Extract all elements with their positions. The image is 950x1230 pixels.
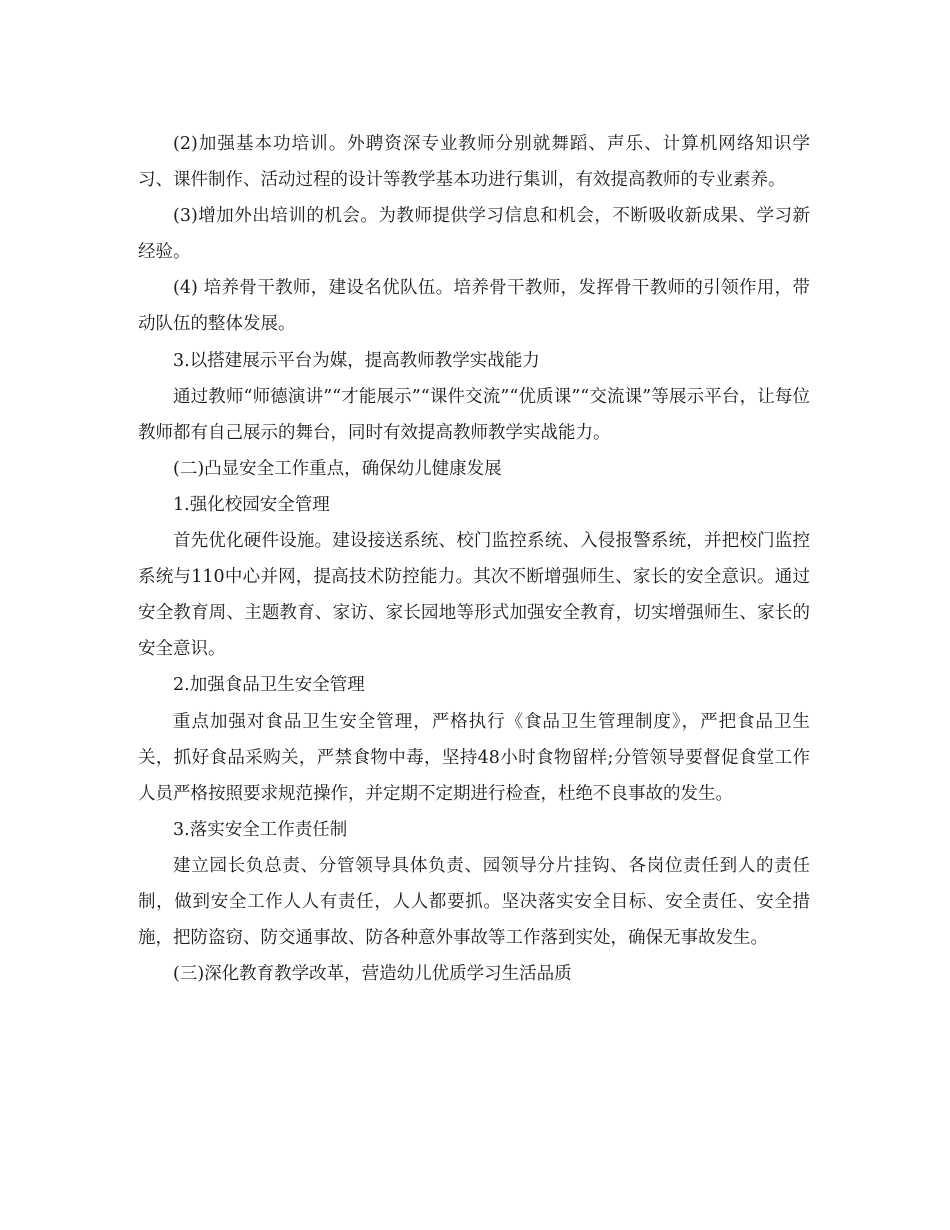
paragraph-responsibility-system: 建立园长负总责、分管领导具体负责、园领导分片挂钩、各岗位责任到人的责任制，做到安全工作人人有责任，人人都要抓。坚决落实安全目标、安全责任、安全措施，把防盗窃、防交通事故、防各种意外事故等工作落到实处，确保无事故发生。 — [138, 855, 810, 949]
heading-responsibility-system: 3.落实安全工作责任制 — [173, 819, 348, 840]
heading-teaching-reform: (三)深化教育教学改革，营造幼儿优质学习生活品质 — [173, 964, 572, 985]
heading-safety-work: (二)凸显安全工作重点，确保幼儿健康发展 — [173, 458, 502, 479]
paragraph-backbone-teachers: (4) 培养骨干教师，建设名优队伍。培养骨干教师，发挥骨干教师的引领作用，带动队伍的整体发展。 — [138, 278, 810, 335]
heading-campus-safety: 1.强化校园安全管理 — [173, 494, 330, 515]
paragraph-food-safety: 重点加强对食品卫生安全管理，严格执行《食品卫生管理制度》，严把食品卫生关，抓好食品采购关，严禁食物中毒，坚持48小时食物留样;分管领导要督促食堂工作人员严格按照要求规范操作，并定期不定期进行检查，杜绝不良事故的发生。 — [138, 711, 810, 804]
paragraph-external-training: (3)增加外出培训的机会。为教师提供学习信息和机会，不断吸收新成果、学习新经验。 — [138, 206, 810, 263]
document-body — [138, 126, 810, 992]
heading-food-safety: 2.加强食品卫生安全管理 — [173, 675, 365, 696]
heading-showcase-platform: 3.以搭建展示平台为媒，提高教师教学实战能力 — [173, 350, 540, 371]
paragraph-training-basic-skills: (2)加强基本功培训。外聘资深专业教师分别就舞蹈、声乐、计算机网络知识学习、课件制作、活动过程的设计等教学基本功进行集训，有效提高教师的专业素养。 — [138, 134, 810, 191]
paragraph-showcase-platform: 通过教师“师德演讲”“才能展示”“课件交流”“优质课”“交流课”等展示平台，让每位教师都有自己展示的舞台，同时有效提高教师教学实战能力。 — [138, 386, 810, 443]
paragraph-campus-safety: 首先优化硬件设施。建设接送系统、校门监控系统、入侵报警系统，并把校门监控系统与110中心并网，提高技术防控能力。其次不断增强师生、家长的安全意识。通过安全教育周、主题教育、家访、家长园地等形式加强安全教育，切实增强师生、家长的安全意识。 — [138, 531, 810, 660]
